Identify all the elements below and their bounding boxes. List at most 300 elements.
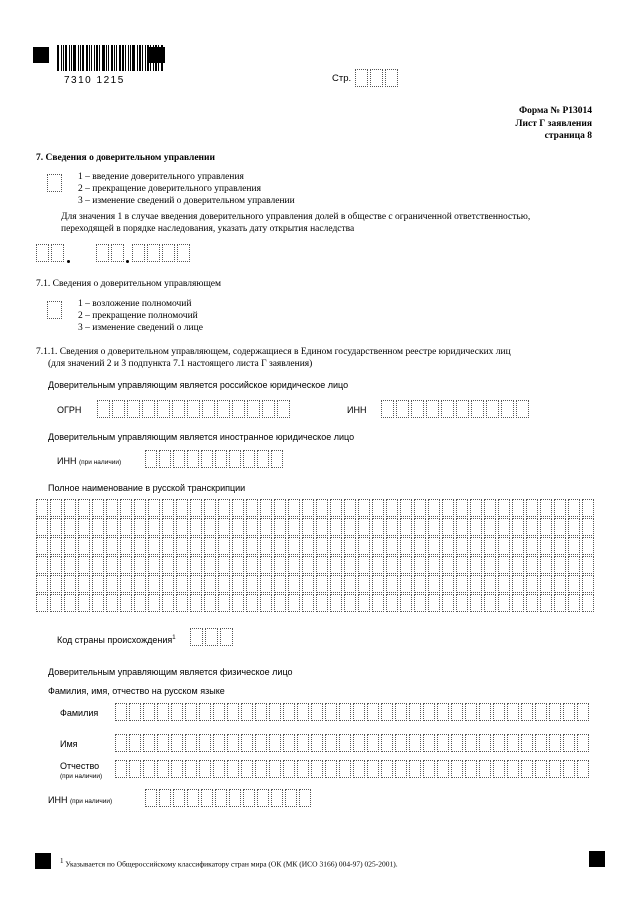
input-cell[interactable] [577, 734, 589, 752]
input-cell[interactable] [115, 760, 127, 778]
input-cell[interactable] [50, 556, 62, 574]
input-cell[interactable] [451, 734, 463, 752]
full-name-row[interactable] [36, 499, 596, 517]
input-cell[interactable] [302, 575, 314, 593]
input-cell[interactable] [176, 518, 188, 536]
input-cell[interactable] [358, 537, 370, 555]
input-cell[interactable] [535, 760, 547, 778]
input-cell[interactable] [274, 499, 286, 517]
input-cell[interactable] [516, 400, 529, 418]
input-cell[interactable] [241, 703, 253, 721]
full-name-row[interactable] [36, 575, 596, 593]
input-cell[interactable] [78, 537, 90, 555]
input-cell[interactable] [246, 537, 258, 555]
input-cell[interactable] [227, 734, 239, 752]
input-cell[interactable] [288, 537, 300, 555]
input-cell[interactable] [64, 518, 76, 536]
input-cell[interactable] [426, 400, 439, 418]
input-cell[interactable] [540, 594, 552, 612]
input-cell[interactable] [260, 518, 272, 536]
input-cell[interactable] [479, 760, 491, 778]
input-cell[interactable] [120, 575, 132, 593]
input-cell[interactable] [106, 518, 118, 536]
input-cell[interactable] [217, 400, 230, 418]
input-cell[interactable] [554, 499, 566, 517]
input-cell[interactable] [414, 518, 426, 536]
input-cell[interactable] [129, 703, 141, 721]
input-cell[interactable] [367, 734, 379, 752]
input-cell[interactable] [47, 301, 62, 319]
input-cell[interactable] [157, 703, 169, 721]
input-cell[interactable] [247, 400, 260, 418]
input-cell[interactable] [549, 734, 561, 752]
input-cell[interactable] [220, 628, 233, 646]
input-cell[interactable] [470, 499, 482, 517]
input-cell[interactable] [302, 518, 314, 536]
input-cell[interactable] [358, 575, 370, 593]
input-cell[interactable] [302, 556, 314, 574]
input-cell[interactable] [142, 400, 155, 418]
input-cell[interactable] [582, 594, 594, 612]
input-cell[interactable] [159, 789, 171, 807]
input-cell[interactable] [526, 575, 538, 593]
input-cell[interactable] [36, 518, 48, 536]
input-cell[interactable] [330, 575, 342, 593]
input-cell[interactable] [498, 594, 510, 612]
input-cell[interactable] [260, 575, 272, 593]
input-cell[interactable] [540, 556, 552, 574]
input-cell[interactable] [227, 703, 239, 721]
input-cell[interactable] [442, 518, 454, 536]
input-cell[interactable] [232, 499, 244, 517]
input-cell[interactable] [176, 537, 188, 555]
input-cell[interactable] [274, 594, 286, 612]
input-cell[interactable] [507, 760, 519, 778]
input-cell[interactable] [177, 244, 190, 262]
input-cell[interactable] [540, 499, 552, 517]
input-cell[interactable] [201, 450, 213, 468]
input-cell[interactable] [330, 594, 342, 612]
person-inn-cells[interactable] [145, 789, 313, 807]
input-cell[interactable] [277, 400, 290, 418]
input-cell[interactable] [386, 575, 398, 593]
input-cell[interactable] [330, 499, 342, 517]
input-cell[interactable] [414, 537, 426, 555]
input-cell[interactable] [330, 556, 342, 574]
input-cell[interactable] [185, 734, 197, 752]
input-cell[interactable] [92, 499, 104, 517]
input-cell[interactable] [243, 450, 255, 468]
input-cell[interactable] [540, 575, 552, 593]
input-cell[interactable] [344, 537, 356, 555]
input-cell[interactable] [241, 760, 253, 778]
input-cell[interactable] [456, 499, 468, 517]
input-cell[interactable] [325, 760, 337, 778]
input-cell[interactable] [120, 518, 132, 536]
input-cell[interactable] [64, 575, 76, 593]
input-cell[interactable] [274, 575, 286, 593]
input-cell[interactable] [255, 734, 267, 752]
input-cell[interactable] [437, 703, 449, 721]
input-cell[interactable] [535, 703, 547, 721]
input-cell[interactable] [423, 734, 435, 752]
input-cell[interactable] [372, 518, 384, 536]
input-cell[interactable] [442, 499, 454, 517]
input-cell[interactable] [64, 499, 76, 517]
input-cell[interactable] [190, 628, 203, 646]
input-cell[interactable] [162, 556, 174, 574]
full-name-row[interactable] [36, 594, 596, 612]
input-cell[interactable] [190, 499, 202, 517]
input-cell[interactable] [316, 518, 328, 536]
input-cell[interactable] [257, 450, 269, 468]
input-cell[interactable] [372, 594, 384, 612]
input-cell[interactable] [269, 703, 281, 721]
input-cell[interactable] [414, 575, 426, 593]
input-cell[interactable] [148, 556, 160, 574]
input-cell[interactable] [297, 703, 309, 721]
input-cell[interactable] [498, 518, 510, 536]
inn-cells[interactable] [381, 400, 531, 418]
input-cell[interactable] [400, 556, 412, 574]
input-cell[interactable] [148, 518, 160, 536]
input-cell[interactable] [134, 594, 146, 612]
input-cell[interactable] [162, 499, 174, 517]
input-cell[interactable] [381, 400, 394, 418]
input-cell[interactable] [78, 518, 90, 536]
input-cell[interactable] [311, 734, 323, 752]
input-cell[interactable] [112, 400, 125, 418]
input-cell[interactable] [400, 594, 412, 612]
input-cell[interactable] [299, 789, 311, 807]
input-cell[interactable] [428, 499, 440, 517]
input-cell[interactable] [428, 594, 440, 612]
input-cell[interactable] [173, 789, 185, 807]
input-cell[interactable] [367, 760, 379, 778]
input-cell[interactable] [423, 703, 435, 721]
input-cell[interactable] [582, 518, 594, 536]
input-cell[interactable] [50, 594, 62, 612]
input-cell[interactable] [344, 518, 356, 536]
input-cell[interactable] [283, 703, 295, 721]
input-cell[interactable] [190, 575, 202, 593]
input-cell[interactable] [456, 594, 468, 612]
input-cell[interactable] [171, 734, 183, 752]
input-cell[interactable] [213, 703, 225, 721]
input-cell[interactable] [386, 594, 398, 612]
input-cell[interactable] [36, 499, 48, 517]
input-cell[interactable] [92, 556, 104, 574]
input-cell[interactable] [148, 537, 160, 555]
input-cell[interactable] [190, 556, 202, 574]
input-cell[interactable] [204, 575, 216, 593]
input-cell[interactable] [176, 556, 188, 574]
input-cell[interactable] [64, 594, 76, 612]
input-cell[interactable] [260, 537, 272, 555]
ogrn-cells[interactable] [97, 400, 292, 418]
input-cell[interactable] [246, 575, 258, 593]
input-cell[interactable] [316, 499, 328, 517]
input-cell[interactable] [414, 556, 426, 574]
input-cell[interactable] [381, 703, 393, 721]
input-cell[interactable] [218, 537, 230, 555]
input-cell[interactable] [554, 518, 566, 536]
input-cell[interactable] [486, 400, 499, 418]
input-cell[interactable] [157, 734, 169, 752]
input-cell[interactable] [127, 400, 140, 418]
input-cell[interactable] [316, 537, 328, 555]
input-cell[interactable] [187, 400, 200, 418]
input-cell[interactable] [367, 703, 379, 721]
input-cell[interactable] [143, 703, 155, 721]
input-cell[interactable] [218, 499, 230, 517]
input-cell[interactable] [456, 518, 468, 536]
input-cell[interactable] [498, 537, 510, 555]
input-cell[interactable] [120, 499, 132, 517]
input-cell[interactable] [204, 556, 216, 574]
input-cell[interactable] [36, 556, 48, 574]
input-cell[interactable] [470, 575, 482, 593]
input-cell[interactable] [229, 789, 241, 807]
input-cell[interactable] [355, 69, 368, 87]
input-cell[interactable] [465, 734, 477, 752]
date-day-cells[interactable] [36, 244, 66, 262]
input-cell[interactable] [451, 703, 463, 721]
input-cell[interactable] [260, 556, 272, 574]
input-cell[interactable] [512, 518, 524, 536]
input-cell[interactable] [157, 760, 169, 778]
input-cell[interactable] [218, 575, 230, 593]
input-cell[interactable] [227, 760, 239, 778]
input-cell[interactable] [428, 575, 440, 593]
input-cell[interactable] [143, 760, 155, 778]
input-cell[interactable] [442, 594, 454, 612]
input-cell[interactable] [269, 734, 281, 752]
input-cell[interactable] [274, 537, 286, 555]
input-cell[interactable] [162, 244, 175, 262]
input-cell[interactable] [243, 789, 255, 807]
input-cell[interactable] [302, 499, 314, 517]
input-cell[interactable] [400, 537, 412, 555]
input-cell[interactable] [563, 760, 575, 778]
input-cell[interactable] [311, 760, 323, 778]
input-cell[interactable] [353, 734, 365, 752]
input-cell[interactable] [246, 594, 258, 612]
input-cell[interactable] [187, 450, 199, 468]
input-cell[interactable] [218, 594, 230, 612]
input-cell[interactable] [78, 556, 90, 574]
input-cell[interactable] [134, 537, 146, 555]
input-cell[interactable] [470, 556, 482, 574]
input-cell[interactable] [471, 400, 484, 418]
input-cell[interactable] [204, 594, 216, 612]
input-cell[interactable] [409, 760, 421, 778]
input-cell[interactable] [111, 244, 124, 262]
input-cell[interactable] [283, 760, 295, 778]
input-cell[interactable] [526, 518, 538, 536]
input-cell[interactable] [493, 734, 505, 752]
input-cell[interactable] [260, 499, 272, 517]
input-cell[interactable] [358, 518, 370, 536]
input-cell[interactable] [176, 594, 188, 612]
input-cell[interactable] [428, 556, 440, 574]
input-cell[interactable] [205, 628, 218, 646]
input-cell[interactable] [465, 703, 477, 721]
input-cell[interactable] [484, 575, 496, 593]
input-cell[interactable] [288, 556, 300, 574]
input-cell[interactable] [411, 400, 424, 418]
input-cell[interactable] [51, 244, 64, 262]
input-cell[interactable] [395, 734, 407, 752]
input-cell[interactable] [199, 703, 211, 721]
input-cell[interactable] [246, 499, 258, 517]
input-cell[interactable] [132, 244, 145, 262]
input-cell[interactable] [78, 499, 90, 517]
full-name-row[interactable] [36, 537, 596, 555]
input-cell[interactable] [134, 518, 146, 536]
input-cell[interactable] [507, 703, 519, 721]
input-cell[interactable] [451, 760, 463, 778]
input-cell[interactable] [241, 734, 253, 752]
input-cell[interactable] [395, 760, 407, 778]
input-cell[interactable] [92, 594, 104, 612]
input-cell[interactable] [106, 594, 118, 612]
input-cell[interactable] [47, 174, 62, 192]
input-cell[interactable] [577, 760, 589, 778]
input-cell[interactable] [512, 499, 524, 517]
input-cell[interactable] [428, 518, 440, 536]
input-cell[interactable] [512, 556, 524, 574]
input-cell[interactable] [78, 575, 90, 593]
input-cell[interactable] [157, 400, 170, 418]
input-cell[interactable] [484, 518, 496, 536]
input-cell[interactable] [148, 499, 160, 517]
input-cell[interactable] [554, 594, 566, 612]
input-cell[interactable] [185, 703, 197, 721]
input-cell[interactable] [400, 499, 412, 517]
input-cell[interactable] [484, 499, 496, 517]
input-cell[interactable] [423, 760, 435, 778]
input-cell[interactable] [400, 575, 412, 593]
input-cell[interactable] [274, 518, 286, 536]
input-cell[interactable] [512, 537, 524, 555]
input-cell[interactable] [297, 734, 309, 752]
input-cell[interactable] [311, 703, 323, 721]
input-cell[interactable] [526, 556, 538, 574]
input-cell[interactable] [456, 537, 468, 555]
input-cell[interactable] [512, 575, 524, 593]
input-cell[interactable] [64, 537, 76, 555]
input-cell[interactable] [232, 594, 244, 612]
input-cell[interactable] [521, 734, 533, 752]
input-cell[interactable] [50, 537, 62, 555]
input-cell[interactable] [554, 537, 566, 555]
input-cell[interactable] [479, 734, 491, 752]
input-cell[interactable] [437, 760, 449, 778]
input-cell[interactable] [288, 575, 300, 593]
input-cell[interactable] [36, 244, 49, 262]
input-cell[interactable] [386, 556, 398, 574]
input-cell[interactable] [386, 537, 398, 555]
input-cell[interactable] [316, 556, 328, 574]
input-cell[interactable] [400, 518, 412, 536]
input-cell[interactable] [171, 703, 183, 721]
first-name-cells[interactable] [115, 734, 591, 752]
input-cell[interactable] [568, 556, 580, 574]
input-cell[interactable] [370, 69, 383, 87]
input-cell[interactable] [148, 575, 160, 593]
input-cell[interactable] [218, 518, 230, 536]
input-cell[interactable] [215, 789, 227, 807]
input-cell[interactable] [120, 537, 132, 555]
input-cell[interactable] [395, 703, 407, 721]
input-cell[interactable] [428, 537, 440, 555]
input-cell[interactable] [271, 789, 283, 807]
input-cell[interactable] [171, 760, 183, 778]
input-cell[interactable] [507, 734, 519, 752]
input-cell[interactable] [173, 450, 185, 468]
input-cell[interactable] [202, 400, 215, 418]
input-cell[interactable] [64, 556, 76, 574]
input-cell[interactable] [325, 734, 337, 752]
country-code-cells[interactable] [190, 628, 235, 646]
input-cell[interactable] [162, 518, 174, 536]
input-cell[interactable] [50, 499, 62, 517]
input-cell[interactable] [257, 789, 269, 807]
input-cell[interactable] [50, 575, 62, 593]
input-cell[interactable] [330, 518, 342, 536]
input-cell[interactable] [285, 789, 297, 807]
input-cell[interactable] [232, 556, 244, 574]
input-cell[interactable] [521, 760, 533, 778]
input-cell[interactable] [484, 556, 496, 574]
input-cell[interactable] [456, 400, 469, 418]
input-cell[interactable] [92, 575, 104, 593]
input-cell[interactable] [134, 556, 146, 574]
input-cell[interactable] [159, 450, 171, 468]
input-cell[interactable] [549, 760, 561, 778]
input-cell[interactable] [470, 594, 482, 612]
input-cell[interactable] [162, 594, 174, 612]
input-cell[interactable] [344, 556, 356, 574]
input-cell[interactable] [106, 575, 118, 593]
input-cell[interactable] [554, 556, 566, 574]
input-cell[interactable] [484, 594, 496, 612]
input-cell[interactable] [484, 537, 496, 555]
input-cell[interactable] [568, 575, 580, 593]
input-cell[interactable] [96, 244, 109, 262]
input-cell[interactable] [120, 594, 132, 612]
input-cell[interactable] [232, 400, 245, 418]
input-cell[interactable] [92, 537, 104, 555]
input-cell[interactable] [187, 789, 199, 807]
input-cell[interactable] [255, 703, 267, 721]
input-cell[interactable] [297, 760, 309, 778]
input-cell[interactable] [344, 594, 356, 612]
input-cell[interactable] [162, 537, 174, 555]
input-cell[interactable] [288, 499, 300, 517]
input-cell[interactable] [145, 789, 157, 807]
input-cell[interactable] [396, 400, 409, 418]
input-cell[interactable] [456, 575, 468, 593]
input-cell[interactable] [115, 703, 127, 721]
input-cell[interactable] [358, 594, 370, 612]
input-cell[interactable] [246, 518, 258, 536]
input-cell[interactable] [437, 734, 449, 752]
input-cell[interactable] [190, 537, 202, 555]
full-name-row[interactable] [36, 518, 596, 536]
input-cell[interactable] [106, 499, 118, 517]
